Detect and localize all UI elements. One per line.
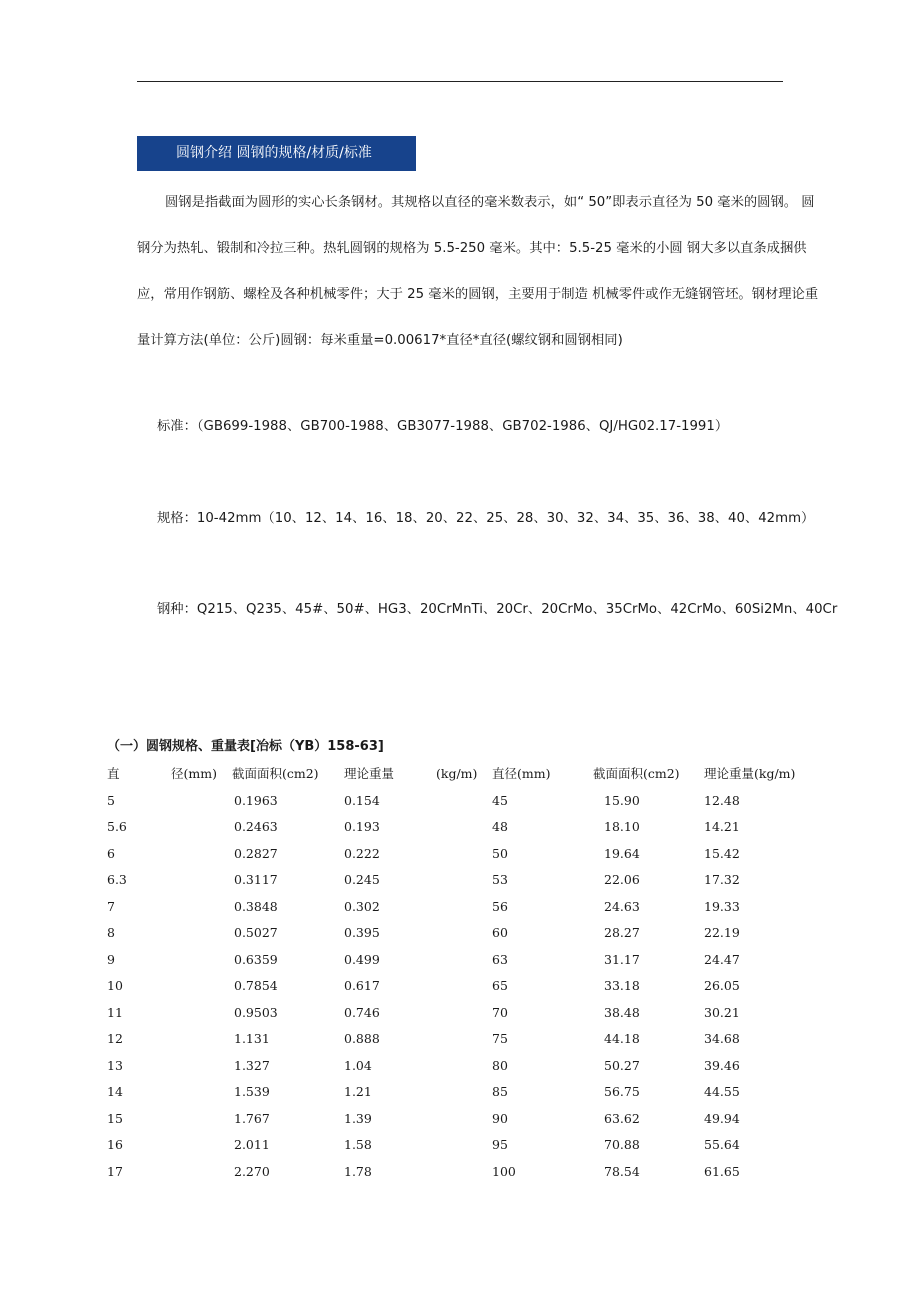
cell-weight-right: 61.65 [704, 1163, 740, 1179]
cell-diameter-left: 9 [107, 951, 115, 967]
table-row [107, 1106, 827, 1133]
cell-weight-left: 1.21 [344, 1084, 372, 1099]
cell-diameter-left: 13 [107, 1057, 123, 1073]
table-row [107, 1159, 827, 1186]
cell-area-left: 0.2463 [234, 819, 278, 834]
cell-diameter-right: 63 [492, 951, 508, 967]
cell-area-right: 70.88 [604, 1137, 640, 1152]
cell-weight-left: 0.746 [344, 1004, 380, 1020]
cell-weight-right: 55.64 [704, 1137, 740, 1152]
cell-area-left: 1.131 [234, 1031, 270, 1046]
cell-diameter-right: 100 [492, 1163, 516, 1179]
cell-weight-left: 0.193 [344, 819, 380, 834]
cell-weight-right: 15.42 [704, 845, 740, 861]
cell-area-right: 19.64 [604, 845, 640, 861]
table-row [107, 1026, 827, 1053]
cell-weight-left: 0.245 [344, 872, 380, 887]
cell-diameter-right: 95 [492, 1137, 508, 1152]
cell-area-left: 0.9503 [234, 1004, 278, 1020]
cell-weight-right: 44.55 [704, 1084, 740, 1099]
header-area-right: 截面面积(cm2) [593, 766, 680, 781]
cell-weight-right: 39.46 [704, 1057, 740, 1073]
cell-weight-right: 24.47 [704, 951, 740, 967]
cell-area-left: 0.6359 [234, 951, 278, 967]
cell-area-right: 38.48 [604, 1004, 640, 1020]
cell-diameter-right: 90 [492, 1110, 508, 1126]
cell-diameter-left: 6.3 [107, 872, 127, 887]
header-diameter-left-b: 径(mm) [171, 766, 217, 781]
cell-area-right: 24.63 [604, 898, 640, 914]
cell-area-left: 0.3848 [234, 898, 278, 914]
table-row [107, 1000, 827, 1027]
cell-area-right: 22.06 [604, 872, 640, 887]
cell-diameter-left: 11 [107, 1004, 123, 1020]
grade-line: 钢种：Q215、Q235、45#、50#、HG3、20CrMnTi、20Cr、20CrMo、35CrMo、42CrMo、60Si2Mn、40Cr [157, 602, 838, 617]
cell-area-left: 2.011 [234, 1137, 270, 1152]
cell-diameter-right: 65 [492, 978, 508, 993]
cell-weight-left: 0.395 [344, 925, 380, 940]
cell-area-left: 0.2827 [234, 845, 278, 861]
cell-diameter-right: 56 [492, 898, 508, 914]
header-weight-left-a: 理论重量 [344, 766, 395, 781]
cell-weight-right: 14.21 [704, 819, 740, 834]
header-weight-left-b: (kg/m) [436, 766, 478, 781]
cell-diameter-left: 17 [107, 1163, 123, 1179]
cell-diameter-right: 53 [492, 872, 508, 887]
cell-area-right: 33.18 [604, 978, 640, 993]
table-row [107, 1053, 827, 1080]
cell-area-right: 44.18 [604, 1031, 640, 1046]
weight-table [107, 761, 827, 1185]
cell-weight-right: 49.94 [704, 1110, 740, 1126]
cell-diameter-right: 85 [492, 1084, 508, 1099]
cell-weight-left: 1.39 [344, 1110, 372, 1126]
cell-weight-left: 0.154 [344, 792, 380, 808]
table-row [107, 894, 827, 921]
cell-diameter-right: 70 [492, 1004, 508, 1020]
cell-weight-left: 1.04 [344, 1057, 372, 1073]
header-diameter-right: 直径(mm) [492, 766, 551, 781]
cell-weight-right: 30.21 [704, 1004, 740, 1020]
cell-weight-left: 0.222 [344, 845, 380, 861]
cell-area-left: 1.539 [234, 1084, 270, 1099]
cell-diameter-left: 5 [107, 792, 115, 808]
cell-diameter-left: 12 [107, 1031, 123, 1046]
table-row [107, 920, 827, 947]
cell-diameter-left: 8 [107, 925, 115, 940]
cell-area-left: 1.327 [234, 1057, 270, 1073]
cell-weight-right: 22.19 [704, 925, 740, 940]
cell-diameter-right: 50 [492, 845, 508, 861]
cell-weight-right: 19.33 [704, 898, 740, 914]
cell-weight-left: 0.302 [344, 898, 380, 914]
cell-weight-right: 26.05 [704, 978, 740, 993]
table-row [107, 1079, 827, 1106]
table-row [107, 973, 827, 1000]
header-rule [137, 81, 783, 82]
intro-paragraph: 圆钢是指截面为圆形的实心长条钢材。其规格以直径的毫米数表示，如“ 50”即表示直径为 50 毫米的圆钢。 圆钢分为热轧、锻制和冷拉三种。热轧圆钢的规格为 5.5-250 毫米。其中：5.5-25 毫米的小圆 钢大多以直条成捆供应，常用作钢筋、螺栓及各种机械零件；大于 25 毫米的圆钢，主要用于制造 机械零件或作无缝钢管坯。钢材理论重量计算方法(单位：公斤)圆钢：每米重量=0.00617*直径*直径(螺纹钢和圆钢相同) [137, 195, 819, 348]
cell-area-left: 2.270 [234, 1163, 270, 1179]
cell-weight-right: 17.32 [704, 872, 740, 887]
cell-diameter-left: 6 [107, 845, 115, 861]
table-row [107, 814, 827, 841]
cell-area-left: 0.3117 [234, 872, 278, 887]
cell-area-right: 50.27 [604, 1057, 640, 1073]
cell-weight-left: 1.58 [344, 1137, 372, 1152]
cell-weight-left: 1.78 [344, 1163, 372, 1179]
cell-weight-right: 34.68 [704, 1031, 740, 1046]
cell-area-left: 0.5027 [234, 925, 278, 940]
cell-diameter-left: 16 [107, 1137, 123, 1152]
size-line: 规格：10-42mm（10、12、14、16、18、20、22、25、28、30、32、34、35、36、38、40、42mm） [157, 511, 815, 526]
cell-weight-left: 0.499 [344, 951, 380, 967]
cell-diameter-right: 45 [492, 792, 508, 808]
cell-area-right: 56.75 [604, 1084, 640, 1099]
section-banner: 圆钢介绍 圆钢的规格/材质/标准 [137, 136, 416, 171]
cell-area-right: 31.17 [604, 951, 640, 967]
cell-diameter-left: 14 [107, 1084, 123, 1099]
cell-weight-left: 0.617 [344, 978, 380, 993]
cell-area-left: 0.1963 [234, 792, 278, 808]
table-row [107, 841, 827, 868]
cell-diameter-left: 5.6 [107, 819, 127, 834]
cell-area-right: 28.27 [604, 925, 640, 940]
header-weight-right: 理论重量(kg/m) [704, 766, 796, 781]
cell-area-left: 1.767 [234, 1110, 270, 1126]
cell-diameter-right: 60 [492, 925, 508, 940]
table-title: （一）圆钢规格、重量表[冶标（YB）158-63] [107, 739, 384, 754]
cell-area-right: 63.62 [604, 1110, 640, 1126]
cell-diameter-left: 7 [107, 898, 115, 914]
table-header-row [107, 761, 827, 788]
cell-area-right: 78.54 [604, 1163, 640, 1179]
standard-line: 标准：（GB699-1988、GB700-1988、GB3077-1988、GB702-1986、QJ/HG02.17-1991） [157, 419, 729, 434]
header-area-left: 截面面积(cm2) [232, 766, 319, 781]
cell-diameter-right: 48 [492, 819, 508, 834]
table-row [107, 867, 827, 894]
cell-weight-right: 12.48 [704, 792, 740, 808]
table-row [107, 788, 827, 815]
cell-area-left: 0.7854 [234, 978, 278, 993]
table-row [107, 947, 827, 974]
cell-diameter-right: 75 [492, 1031, 508, 1046]
table-body [107, 788, 827, 1186]
header-diameter-left-a: 直 [107, 766, 120, 781]
cell-diameter-left: 10 [107, 978, 123, 993]
cell-area-right: 15.90 [604, 792, 640, 808]
cell-diameter-right: 80 [492, 1057, 508, 1073]
cell-area-right: 18.10 [604, 819, 640, 834]
table-row [107, 1132, 827, 1159]
cell-weight-left: 0.888 [344, 1031, 380, 1046]
cell-diameter-left: 15 [107, 1110, 123, 1126]
